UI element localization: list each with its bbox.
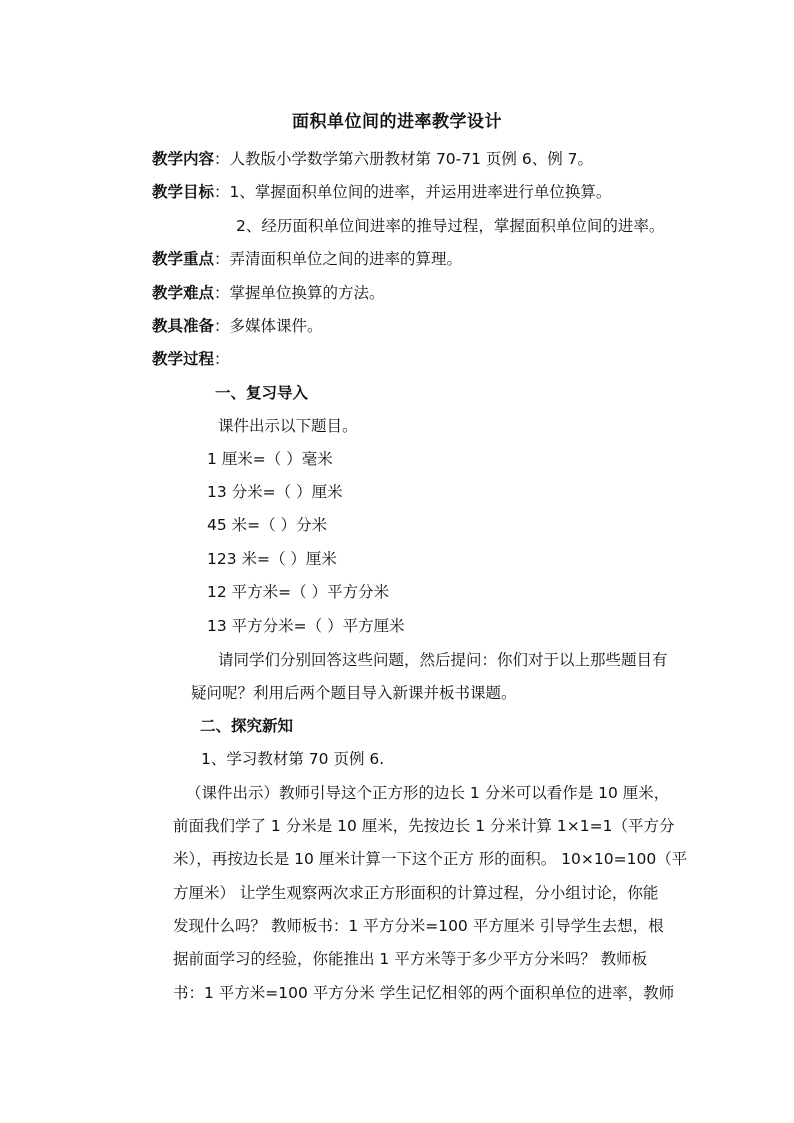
review-question-3: 45 米=（ ）分米 <box>207 516 328 534</box>
section-1-heading: 一、复习导入 <box>215 384 309 402</box>
review-question-1: 1 厘米=（ ）毫米 <box>207 450 333 468</box>
key-point-line <box>152 249 462 269</box>
teaching-content-line <box>152 149 593 169</box>
difficulty-text: ：掌握单位换算的方法。 <box>214 284 385 302</box>
difficulty-label: 教学难点 <box>152 284 215 302</box>
section-1-intro: 课件出示以下题目。 <box>218 417 358 435</box>
teaching-content-text: ：人教版小学数学第六册教材第 70-71 页例 6、例 7。 <box>214 150 593 168</box>
teaching-goals-line <box>152 182 611 202</box>
teaching-goals-label: 教学目标 <box>152 183 215 201</box>
section-2-paragraph-line-1: （课件出示）教师引导这个正方形的边长 1 分米可以看作是 10 厘米， <box>186 784 670 802</box>
section-2-paragraph-line-3: 米），再按边长是 10 厘米计算一下这个正方 形的面积。 10×10=100（平 <box>173 850 688 868</box>
section-2-subheading-1: 1、学习教材第 70 页例 6. <box>201 750 385 768</box>
review-question-6: 13 平方分米=（ ）平方厘米 <box>207 617 405 635</box>
process-label: 教学过程 <box>152 350 215 368</box>
review-question-5: 12 平方米=（ ）平方分米 <box>207 583 390 601</box>
materials-text: ：多媒体课件。 <box>214 317 323 335</box>
teaching-goals-text-1: ：1、掌握面积单位间的进率，并运用进率进行单位换算。 <box>214 183 612 201</box>
section-2-paragraph-line-5: 发现什么吗？ 教师板书：1 平方分米=100 平方厘米 引导学生去想，根 <box>173 917 664 935</box>
section-2-paragraph-line-4: 方厘米） 让学生观察两次求正方形面积的计算过程，分小组讨论，你能 <box>173 884 659 902</box>
section-1-paragraph-line-2: 疑问呢？利用后两个题目导入新课并板书课题。 <box>191 684 517 702</box>
key-point-text: ：弄清面积单位之间的进率的算理。 <box>214 250 463 268</box>
section-2-paragraph-line-7: 书：1 平方米=100 平方分米 学生记忆相邻的两个面积单位的进率，教师 <box>173 984 675 1002</box>
document-title: 面积单位间的进率教学设计 <box>292 112 502 132</box>
section-1-paragraph-line-1: 请同学们分别回答这些问题，然后提问：你们对于以上那些题目有 <box>218 651 668 669</box>
review-question-4: 123 米=（ ）厘米 <box>207 550 337 568</box>
section-2-paragraph-line-2: 前面我们学了 1 分米是 10 厘米，先按边长 1 分米计算 1×1=1（平方分 <box>173 817 675 835</box>
materials-line <box>152 316 323 336</box>
key-point-label: 教学重点 <box>152 250 215 268</box>
review-question-2: 13 分米=（ ）厘米 <box>207 483 343 501</box>
difficulty-line <box>152 283 385 303</box>
teaching-goals-text-2: 2、经历面积单位间进率的推导过程，掌握面积单位间的进率。 <box>236 217 665 235</box>
process-line <box>152 349 230 369</box>
teaching-content-label: 教学内容 <box>152 150 215 168</box>
materials-label: 教具准备 <box>152 317 215 335</box>
process-text: ： <box>214 350 230 368</box>
section-2-paragraph-line-6: 据前面学习的经验，你能推出 1 平方米等于多少平方分米吗？ 教师板 <box>173 950 648 968</box>
section-2-heading: 二、探究新知 <box>200 717 294 735</box>
